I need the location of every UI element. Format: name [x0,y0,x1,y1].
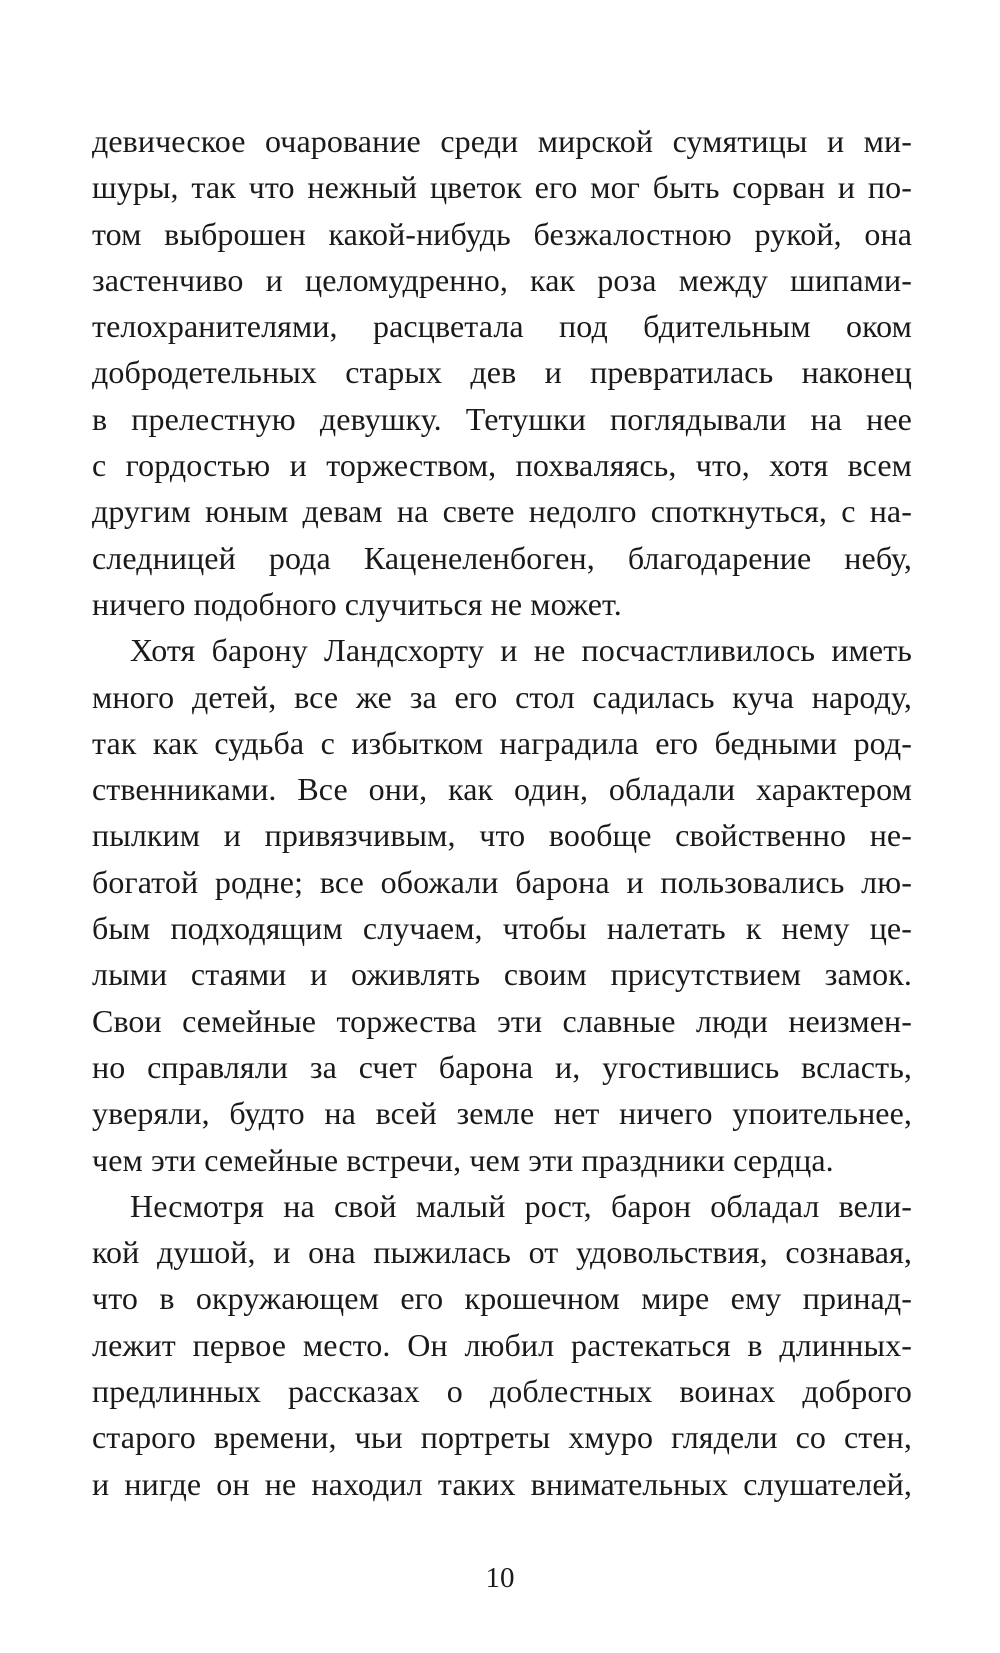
text-line: Несмотря на свой малый рост, барон обладал вели- [130,1187,912,1224]
text-line: другим юным девам на свете недолго споткнуться, с на- [92,493,912,530]
text-line: в прелестную девушку. Тетушки поглядывали на нее [92,400,912,437]
text-line: уверяли, будто на всей земле нет ничего упоительнее, [92,1095,912,1132]
text-line: кой душой, и она пыжилась от удовольствия, сознавая, [92,1234,912,1271]
text-line: и нигде он не находил таких внимательных слушателей, [92,1465,912,1502]
text-line: телохранителями, расцветала под бдительным оком [92,308,912,345]
text-line: Хотя барону Ландсхорту и не посчастливилось иметь [130,632,912,669]
text-line: с гордостью и торжеством, похваляясь, что, хотя всем [92,447,912,484]
text-line: Свои семейные торжества эти славные люди неизмен- [92,1002,912,1039]
page-number: 10 [485,1562,515,1594]
text-line: лежит первое место. Он любил растекаться в длинных- [92,1326,912,1363]
text-line: так как судьба с избытком наградила его бедными род- [92,724,912,761]
text-line: старого времени, чьи портреты хмуро глядели со стен, [92,1419,912,1456]
text-line: девическое очарование среди мирской сумятицы и ми- [92,123,912,159]
text-line: чем эти семейные встречи, чем эти праздники сердца. [92,1141,834,1178]
text-line: застенчиво и целомудренно, как роза между шипами- [92,261,912,298]
text-line: что в окружающем его крошечном мире ему принад- [92,1280,912,1317]
text-line: пылким и привязчивым, что вообще свойственно не- [92,817,912,854]
text-line: лыми стаями и оживлять своим присутствием замок. [92,956,912,993]
text-line: ственниками. Все они, как один, обладали характером [92,771,912,808]
text-line: предлинных рассказах о доблестных воинах доброго [92,1373,912,1410]
text-line: богатой родне; все обожали барона и пользовались лю- [92,863,912,900]
text-line: много детей, все же за его стол садилась куча народу, [92,678,912,715]
text-line: ничего подобного случиться не может. [92,585,622,622]
body-text [92,118,912,1507]
text-line: добродетельных старых дев и превратилась наконец [92,354,912,391]
text-line: но справляли за счет барона и, угостившись всласть, [92,1048,912,1085]
text-line: бым подходящим случаем, чтобы налетать к нему це- [92,910,912,947]
text-line: следницей рода Каценеленбоген, благодарение небу, [92,539,912,576]
text-line: шуры, так что нежный цветок его мог быть сорван и по- [92,169,912,206]
text-line: том выброшен какой-нибудь безжалостною рукой, она [92,215,912,252]
